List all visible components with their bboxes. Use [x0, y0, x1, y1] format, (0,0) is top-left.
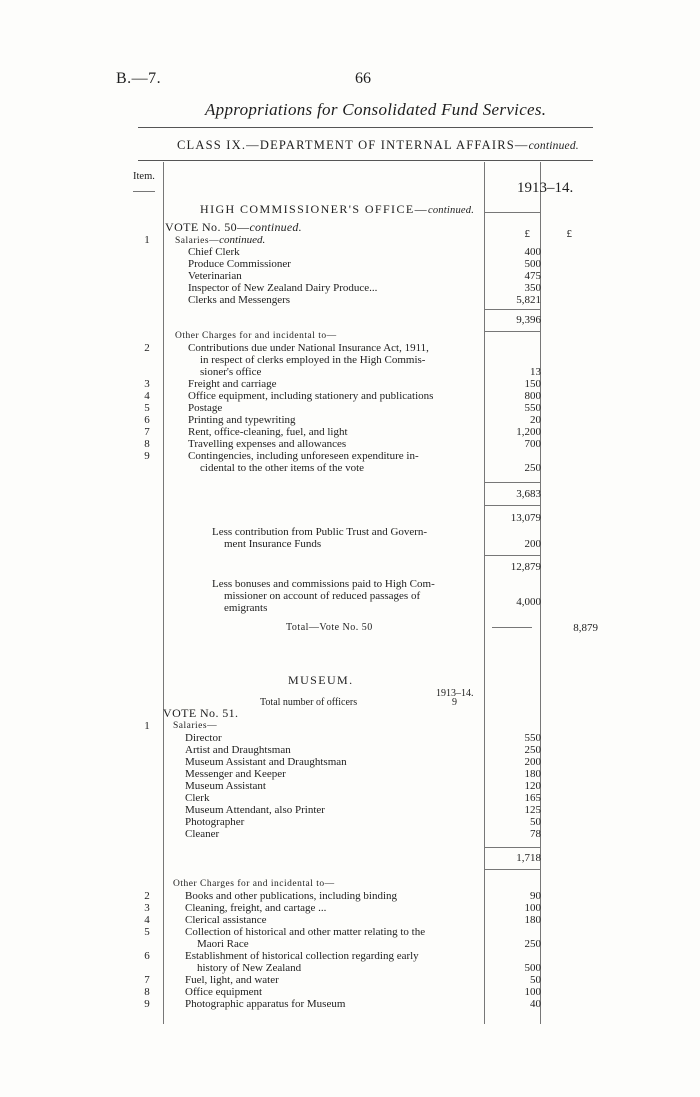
hc-salaries-suffix: continued.	[219, 234, 266, 246]
title-rule	[138, 127, 593, 128]
row-label: Postage	[188, 402, 223, 414]
row-label: ment Insurance Funds	[224, 538, 322, 550]
row-label: Produce Commissioner	[188, 258, 291, 270]
table-row	[0, 974, 700, 986]
table-row	[0, 414, 700, 426]
hc-less-bonuses-row	[0, 578, 700, 590]
table-row	[0, 792, 700, 804]
row-label: Less bonuses and commissions paid to High Com-	[212, 578, 435, 590]
row-amount: 200	[524, 538, 541, 550]
table-row	[0, 804, 700, 816]
hc-less-bonuses-row-continued	[0, 590, 700, 602]
table-row	[0, 986, 700, 998]
row-item-number: 8	[144, 986, 150, 998]
museum-officers-year: 1913–14.	[436, 688, 474, 699]
pound-symbol: £	[524, 228, 530, 240]
row-amount: 125	[524, 804, 541, 816]
row-label: Museum Attendant, also Printer	[185, 804, 325, 816]
table-row	[0, 780, 700, 792]
subtotal-rule	[484, 482, 540, 483]
table-row	[0, 744, 700, 756]
row-amount: 150	[524, 378, 541, 390]
table-row	[0, 816, 700, 828]
row-amount: 350	[524, 282, 541, 294]
report-reference: B.—7.	[116, 70, 162, 87]
row-amount: 40	[530, 998, 541, 1010]
row-item-number: 8	[144, 438, 150, 450]
row-amount: 13	[530, 366, 541, 378]
row-amount: 250	[524, 462, 541, 474]
row-amount: 500	[524, 258, 541, 270]
table-row	[0, 450, 700, 462]
row-label: Books and other publications, including binding	[185, 890, 398, 902]
row-label: Artist and Draughtsman	[185, 744, 291, 756]
row-item-number: 9	[144, 998, 150, 1010]
row-item-number: 7	[144, 974, 150, 986]
hc-vote-total-label: Total—Vote No. 50	[286, 622, 373, 633]
table-row	[0, 890, 700, 902]
row-item-number: 2	[144, 890, 150, 902]
table-row	[0, 378, 700, 390]
hc-section-title: HIGH COMMISSIONER'S OFFICE—continued.	[200, 202, 475, 216]
table-row	[0, 438, 700, 450]
row-label: in respect of clerks employed in the High Commis-	[200, 354, 426, 366]
row-item-number: 4	[144, 390, 150, 402]
hc-after-less-contribution: 12,879	[510, 561, 541, 573]
row-amount: 165	[524, 792, 541, 804]
hc-other-heading: Other Charges for and incidental to—	[175, 331, 337, 341]
row-item-number: 5	[144, 402, 150, 414]
row-label: history of New Zealand	[197, 962, 302, 974]
row-label: Fuel, light, and water	[185, 974, 279, 986]
hc-salaries-total: 9,396	[516, 314, 541, 326]
row-label: Office equipment, including stationery and publications	[188, 390, 434, 402]
row-amount: 475	[524, 270, 541, 282]
museum-other-heading-row	[0, 878, 700, 890]
hc-less-contribution-row-continued	[0, 538, 700, 550]
hc-other-total: 3,683	[516, 488, 541, 500]
table-row	[0, 756, 700, 768]
table-row	[0, 828, 700, 840]
row-label: Director	[185, 732, 222, 744]
row-label: Freight and carriage	[188, 378, 277, 390]
hc-salaries-heading: Salaries—continued.	[175, 234, 266, 246]
hc-vote-total-amount: 8,879	[573, 622, 598, 634]
subtotal-rule	[484, 309, 540, 310]
class-rule	[138, 160, 593, 161]
row-item-number: 4	[144, 914, 150, 926]
row-amount: 180	[524, 768, 541, 780]
hc-other-heading-row	[0, 330, 700, 342]
row-item-number: 6	[144, 414, 150, 426]
row-amount: 120	[524, 780, 541, 792]
row-label: Less contribution from Public Trust and Govern-	[212, 526, 428, 538]
table-row	[0, 950, 700, 962]
row-amount: 700	[524, 438, 541, 450]
row-label: Contingencies, including unforeseen expenditure in-	[188, 450, 419, 462]
row-label: Printing and typewriting	[188, 414, 296, 426]
table-row	[0, 402, 700, 414]
museum-salaries-item-number: 1	[144, 720, 150, 732]
row-amount: 4,000	[516, 596, 541, 608]
table-row	[0, 998, 700, 1010]
row-amount: 5,821	[516, 294, 541, 306]
row-amount: 500	[524, 962, 541, 974]
row-label: missioner on account of reduced passages of	[224, 590, 421, 602]
museum-vote-heading: VOTE No. 51.	[163, 706, 239, 720]
table-row	[0, 426, 700, 438]
hc-gross-total: 13,079	[510, 512, 541, 524]
table-row	[0, 282, 700, 294]
row-amount: 550	[524, 402, 541, 414]
row-amount: 250	[524, 744, 541, 756]
subtotal-rule	[484, 869, 540, 870]
row-amount: 180	[524, 914, 541, 926]
row-label: Rent, office-cleaning, fuel, and light	[188, 426, 348, 438]
page-number: 66	[355, 70, 371, 87]
class-heading-suffix: continued.	[528, 140, 579, 152]
row-amount: 200	[524, 756, 541, 768]
museum-section-title: MUSEUM.	[288, 673, 354, 687]
row-item-number: 6	[144, 950, 150, 962]
row-label: Cleaner	[185, 828, 220, 840]
row-item-number: 2	[144, 342, 150, 354]
row-amount: 78	[530, 828, 541, 840]
table-row-continued	[0, 938, 700, 950]
row-label: Photographer	[185, 816, 245, 828]
class-heading: CLASS IX.—DEPARTMENT OF INTERNAL AFFAIRS—continued.	[177, 138, 579, 152]
row-amount: 50	[530, 974, 541, 986]
hc-vote-suffix: continued.	[249, 220, 302, 234]
row-item-number: 5	[144, 926, 150, 938]
table-row	[0, 246, 700, 258]
row-item-number: 3	[144, 902, 150, 914]
page-title: Appropriations for Consolidated Fund Services.	[205, 100, 547, 119]
row-amount: 1,200	[516, 426, 541, 438]
row-label: Museum Assistant and Draughtsman	[185, 756, 347, 768]
museum-salaries-total: 1,718	[516, 852, 541, 864]
row-amount: 800	[524, 390, 541, 402]
subtotal-rule	[484, 847, 540, 848]
table-row	[0, 342, 700, 354]
row-amount: 50	[530, 816, 541, 828]
row-label: Establishment of historical collection regarding early	[185, 950, 419, 962]
hc-title-suffix: continued.	[428, 205, 475, 216]
row-amount: 90	[530, 890, 541, 902]
row-amount: 100	[524, 902, 541, 914]
row-item-number: 3	[144, 378, 150, 390]
row-item-number: 7	[144, 426, 150, 438]
hc-vote-heading: VOTE No. 50—continued.	[165, 220, 302, 234]
row-amount: 400	[524, 246, 541, 258]
hc-vote-total-row	[0, 622, 700, 634]
museum-salaries-heading: Salaries—	[173, 721, 218, 731]
row-label: Maori Race	[197, 938, 249, 950]
museum-officers-label: Total number of officers	[260, 697, 358, 708]
row-label: Cleaning, freight, and cartage ...	[185, 902, 327, 914]
table-row-continued	[0, 462, 700, 474]
pound-symbol-outer: £	[566, 228, 572, 240]
row-label: Inspector of New Zealand Dairy Produce...	[188, 282, 378, 294]
museum-salaries-heading-row	[0, 720, 700, 732]
row-label: emigrants	[224, 602, 268, 614]
item-header-rule	[133, 191, 155, 192]
hc-salaries-heading-row	[0, 228, 700, 246]
year-column-header: 1913–14.	[517, 180, 574, 196]
row-amount: 100	[524, 986, 541, 998]
table-row	[0, 914, 700, 926]
table-row-continued	[0, 366, 700, 378]
table-row	[0, 270, 700, 282]
row-amount: 250	[524, 938, 541, 950]
table-row	[0, 258, 700, 270]
row-label: Photographic apparatus for Museum	[185, 998, 346, 1010]
row-label: Office equipment	[185, 986, 263, 998]
table-row	[0, 732, 700, 744]
row-amount: 20	[530, 414, 541, 426]
museum-other-heading: Other Charges for and incidental to—	[173, 879, 335, 889]
row-label: Clerk	[185, 792, 210, 804]
table-row-continued	[0, 354, 700, 366]
subtotal-rule	[484, 555, 540, 556]
hc-less-contribution-row	[0, 526, 700, 538]
item-column-header: Item.	[133, 171, 155, 182]
table-row	[0, 390, 700, 402]
museum-officers-count: 9	[452, 697, 457, 708]
row-label: Travelling expenses and allowances	[188, 438, 347, 450]
row-label: Messenger and Keeper	[185, 768, 286, 780]
row-label: cidental to the other items of the vote	[200, 462, 365, 474]
row-label: Chief Clerk	[188, 246, 240, 258]
table-row	[0, 902, 700, 914]
table-row	[0, 294, 700, 306]
table-row	[0, 926, 700, 938]
row-amount: 550	[524, 732, 541, 744]
hc-salaries-item-number: 1	[144, 234, 150, 246]
table-row	[0, 768, 700, 780]
row-label: Clerical assistance	[185, 914, 267, 926]
row-label: Contributions due under National Insurance Act, 1911,	[188, 342, 429, 354]
row-label: Collection of historical and other matter relating to the	[185, 926, 426, 938]
row-label: Museum Assistant	[185, 780, 266, 792]
year-header-rule	[484, 212, 540, 213]
row-label: Clerks and Messengers	[188, 294, 291, 306]
subtotal-rule	[484, 505, 540, 506]
row-item-number: 9	[144, 450, 150, 462]
row-label: sioner's office	[200, 366, 262, 378]
table-row-continued	[0, 962, 700, 974]
row-label: Veterinarian	[188, 270, 242, 282]
